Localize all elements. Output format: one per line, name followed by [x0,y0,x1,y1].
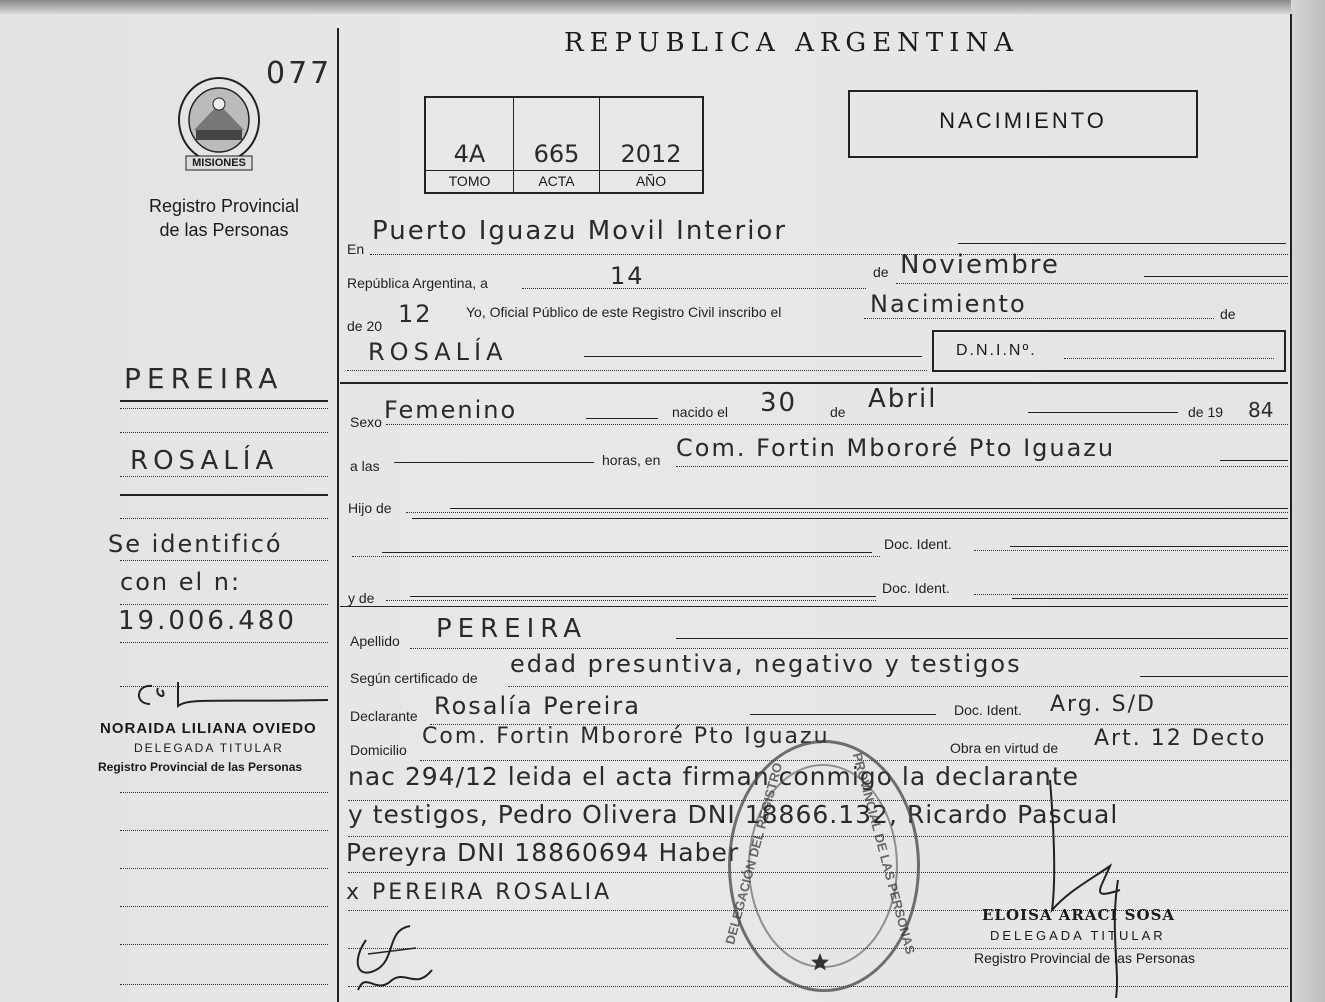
registry-title-line2: de las Personas [159,220,289,240]
dni-label: D.N.I.Nº. [956,342,1037,359]
margin-surname: PEREIRA [124,362,284,395]
field-declarante-doc: Arg. S/D [1050,692,1156,717]
label-doc2: Doc. Ident. [882,580,950,596]
obs-line-3: Pereyra DNI 18860694 Haber [346,838,740,867]
label-doc1: Doc. Ident. [884,536,952,552]
margin-note-3: 19.006.480 [118,606,297,636]
label-a-las: a las [350,458,380,474]
official-title: DELEGADA TITULAR [990,928,1166,943]
field-nac-mes: Abril [868,384,938,414]
margin-divider [337,28,339,1002]
field-declarante: Rosalía Pereira [434,692,641,720]
field-lugar: Puerto Iguazu Movil Interior [372,216,788,246]
label-de20: de 20 [347,318,383,334]
official-registry: Registro Provincial de las Personas [974,950,1195,966]
label-hijo: Hijo de [348,500,392,516]
stamp-text-right: PROVINCIAL DE LAS PERSONAS [849,751,919,956]
label-oficial: Yo, Oficial Público de este Registro Civil inscribo el [466,304,782,320]
margin-delegate-title: DELEGADA TITULAR [134,741,284,755]
label-republica: República Argentina, a [347,275,488,291]
stamp-star-icon [810,952,830,972]
label-declarante: Declarante [350,708,418,724]
line-en [370,254,1288,255]
field-sexo: Femenino [384,396,518,424]
declarant-signature [346,910,438,1000]
field-nac-dia: 30 [760,388,798,418]
scan-shadow [0,0,1325,14]
acta-label: ACTA [514,170,600,192]
field-mes: Noviembre [900,250,1060,280]
label-de-mes: de [873,264,889,280]
label-sexo: Sexo [350,414,382,430]
field-apellido: PEREIRA [436,614,588,644]
label-en: En [347,241,365,257]
label-de-nac: de [830,404,846,420]
field-nac-lugar: Com. Fortin Mbororé Pto Iguazu [676,434,1116,462]
document-type-box [848,90,1198,158]
field-anio2d: 12 [398,300,433,328]
label-de-end: de [1220,306,1236,322]
official-name: ELOISA ARACI SOSA [982,906,1176,924]
field-certificado: edad presuntiva, negativo y testigos [510,650,1022,678]
document-type: NACIMIENTO [939,108,1107,133]
label-segun: Según certificado de [350,670,478,686]
field-nac-anio: 84 [1248,398,1274,422]
label-obra: Obra en virtud de [950,740,1059,756]
registry-title-line1: Registro Provincial [148,196,300,216]
registry-title [120,194,328,242]
field-domicilio: Com. Fortin Mbororé Pto Iguazu [422,724,830,749]
margin-note-1: Se identificó [108,530,283,558]
label-y-de: y de [348,590,375,606]
right-border [1290,14,1292,1002]
anio-label: AÑO [600,170,702,192]
country-title: REPUBLICA ARGENTINA [564,28,1020,58]
label-apellido: Apellido [350,633,400,649]
margin-note-2: con el n: [120,568,242,596]
margin-signature [128,678,338,718]
obs-line-1: nac 294/12 leida el acta firman conmigo la declarante [348,762,1080,791]
obs-line-4: x PEREIRA ROSALIA [346,880,613,905]
obs-line-2: y testigos, Pedro Olivera DNI 18866.132, Ricardo Pascual [348,800,1119,829]
margin-given-name: ROSALÍA [130,446,279,476]
field-inscribe: Nacimiento [870,290,1027,318]
acta-number: 077 [266,56,333,91]
label-nac-anio: de 19 [1188,404,1224,420]
seal-caption: MISIONES [192,157,246,169]
label-nacido: nacido el [672,404,729,420]
field-nombre: ROSALÍA [368,338,508,366]
page-edge [1291,0,1325,1002]
field-obra: Art. 12 Decto [1094,726,1267,751]
tomo-value: 4A [426,98,514,170]
margin-delegate-name: NORAIDA LILIANA OVIEDO [100,720,317,737]
margin-delegate-registry: Registro Provincial de las Personas [98,760,303,774]
anio-value: 2012 [620,140,682,168]
stamp-text-left: DELEGACIÓN DEL REGISTRO [722,760,786,947]
dni-box [932,330,1286,372]
acta-value: 665 [514,98,600,170]
tomo-label: TOMO [426,170,514,192]
label-doc3: Doc. Ident. [954,702,1022,718]
field-dia: 14 [610,262,645,290]
label-domicilio: Domicilio [350,742,407,758]
book-reference-table [424,96,704,194]
label-horas: horas, en [602,452,661,468]
